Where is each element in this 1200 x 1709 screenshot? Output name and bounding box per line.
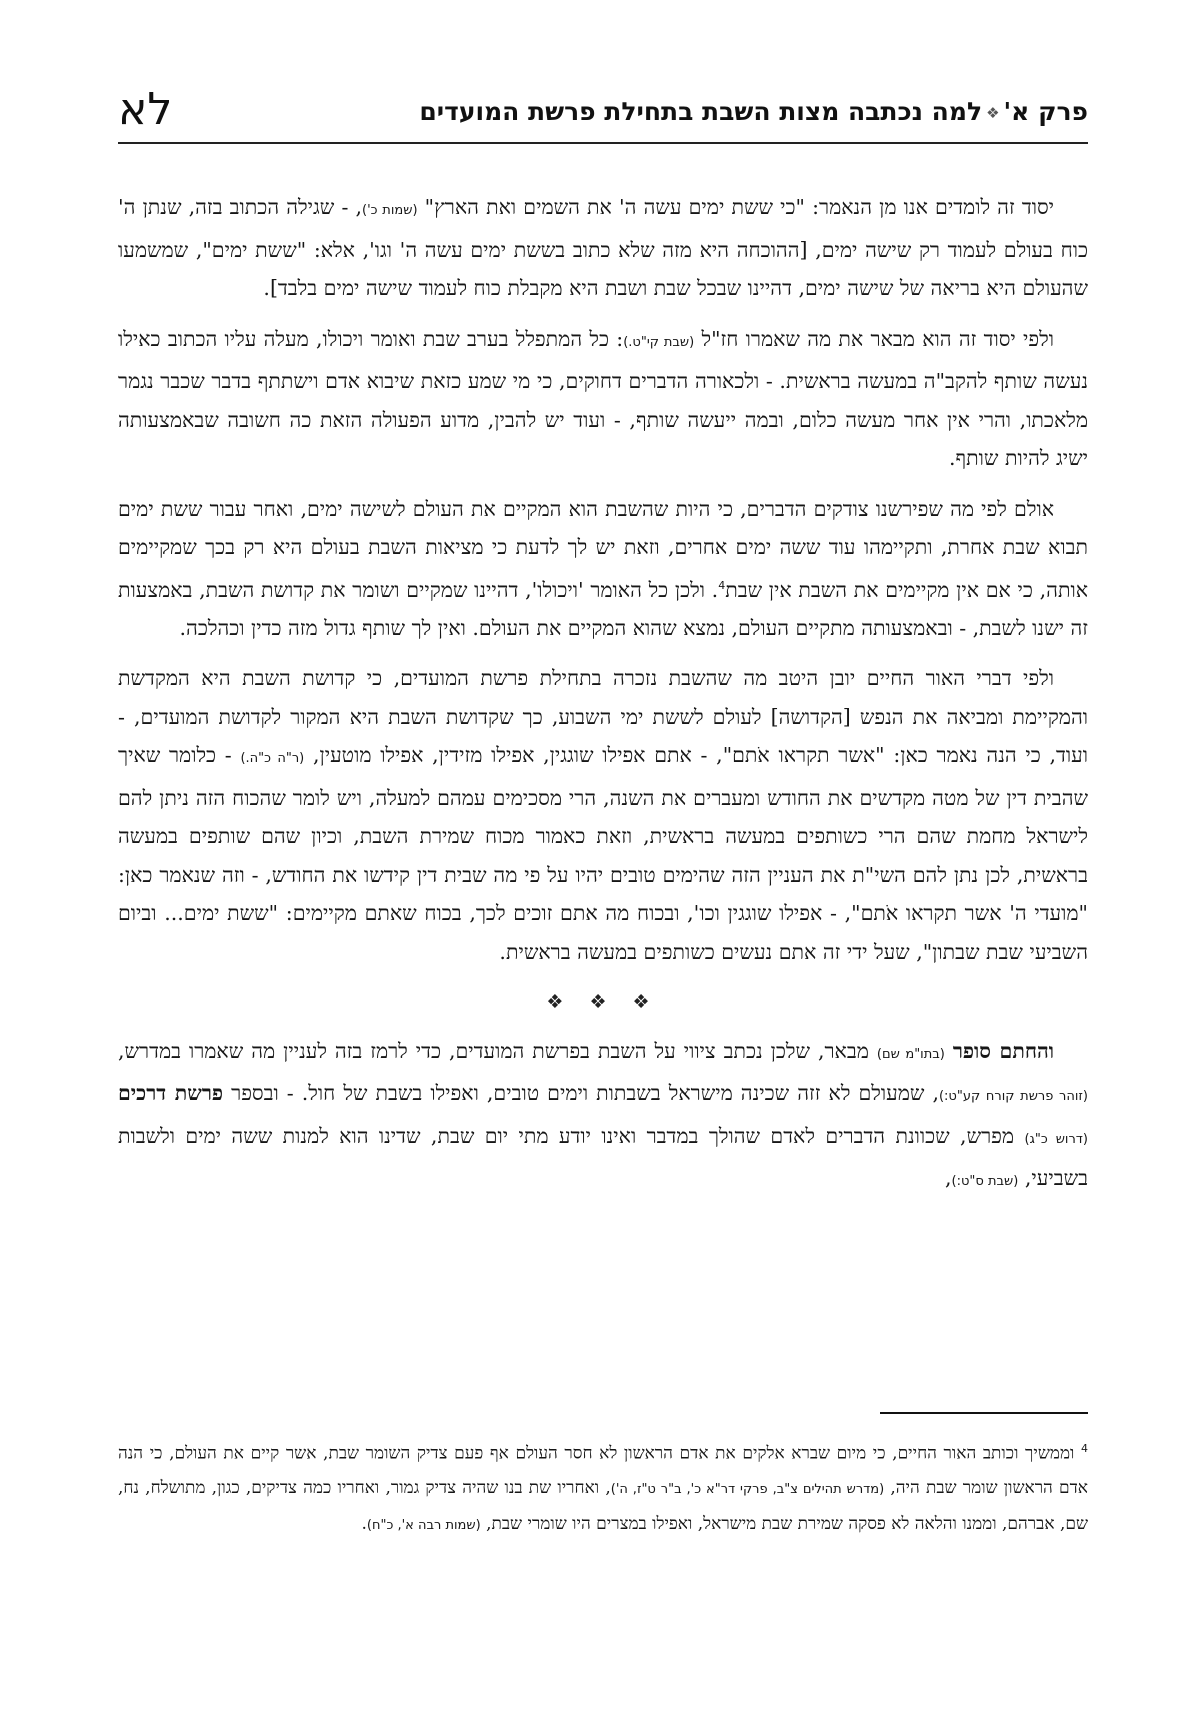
text-run: - כלומר שאיך שהבית דין של מטה מקדשים את החודש ומעברים את השנה, הרי מסכימים עמהם למעלה, ויש לומר שהכוח הזה ניתן להם לישראל מחמת שהם הרי כשותפים במעשה בראשית, וזאת כאמור מכוח שמירת השבת, וכיון שהם שותפים במעשה בראשית, לכן נתן להם השי"ת את העניין הזה שהימים טובים יהיו על פי מה שבית דין קידשו את החודש, - וזה שנאמר כאן: "מועדי ה' אשר תקראו אֹתם", - אפילו שוגגין וכו', ובכוח מה אתם זוכים לכך, בכוח שאתם מקיימים: "ששת ימים... וביום השביעי שבת שבתון", שעל ידי זה אתם נעשים כשותפים במעשה בראשית.	[118, 743, 1088, 964]
source-citation: (שבת קי"ט.)	[623, 334, 695, 350]
text-run: יסוד זה לומדים אנו מן הנאמר: "כי ששת ימים עשה ה' את השמים ואת הארץ"	[424, 195, 1054, 219]
chapter-title: למה נכתבה מצות השבת בתחילת פרשת המועדים	[419, 97, 983, 126]
diamond-icon: ❖	[986, 104, 1000, 122]
text-run: ,	[945, 1166, 952, 1191]
text-run: וממשיך וכותב האור החיים, כי מיום שברא אלקים את אדם הראשון לא חסר העולם אף פעם צדיק השומר שבת, אשר קיים את העולם, כי הנה אדם הראשון שומר שבת היה,	[118, 1443, 1089, 1498]
author-name: והחתם סופר	[952, 1038, 1054, 1063]
text-run: , ואחריו שת בנו שהיה צדיק גמור, ואחריו כמה צדיקים, כגון, מתושלח, נח, שם, אברהם, וממנו והלאה לא פסקה שמירת שבת מישראל, ואפילו במצרים היו שומרי שבת,	[118, 1477, 1088, 1534]
source-citation: (שמות כ')	[362, 203, 418, 218]
source-citation: (ר"ה כ"ה.)	[240, 751, 305, 767]
source-citation: (מדרש תהילים צ"ב, פרקי דר"א כ', ב"ר ט"ז, ה')	[610, 1481, 885, 1497]
footnote-divider	[880, 1412, 1088, 1414]
text-run: אולם לפי מה שפירשנו צודקים הדברים, כי היות שהשבת הוא המקיים את העולם לשישה ימים, ואחר עבור ששת ימים תבוא שבת אחרת, ותקיימהו עוד ששה ימים אחרים, וזאת יש לך לדעת כי מציאות השבת בעולם היא רק בכך שמקיימים אותה, כי אם אין מקיימים את השבת אין שבת	[118, 496, 1088, 602]
running-title	[419, 96, 1088, 129]
page-number: לא	[118, 84, 173, 135]
footnote-reference[interactable]: 4	[718, 578, 726, 592]
source-citation: (שמות רבה א', כ"ח)	[366, 1517, 481, 1533]
source-citation: (דרוש כ"ג)	[1024, 1131, 1088, 1147]
text-run: . ולכן כל האומר 'ויכולו', דהיינו שמקיים ושומר את קדושת השבת, באמצעות זה ישנו לשבת, - ובאמצעותה מתקיים העולם, נמצא שהוא המקיים את העולם. ואין לך שותף גדול מזה כדין וכהלכה.	[118, 577, 1088, 640]
section-separator: ❖ ❖ ❖	[546, 991, 660, 1014]
text-run: מבאר, שלכן נכתב ציווי על השבת בפרשת המועדים, כדי לרמז בזה לעניין מה שאמרו במדרש,	[118, 1038, 869, 1063]
text-run: ולפי יסוד זה הוא מבאר את מה שאמרו חז"ל	[701, 326, 1054, 351]
text-run: מפרש, שכוונת הדברים לאדם שהולך במדבר ואינו יודע מתי יום שבת, שדינו הוא למנות ששה ימים ולשבות בשביעי,	[118, 1123, 1088, 1191]
source-citation: (שבת ס"ט:)	[951, 1174, 1019, 1190]
paragraph-2	[118, 320, 1088, 478]
text-run: , - שגילה הכתוב בזה, שנתן ה' כוח בעולם לעמוד רק שישה ימים, [ההוכחה היא מזה שלא כתוב בששת ימים עשה ה' וגו', אלא: "ששת ימים", שמשמעו שהעולם היא בריאה של שישה ימים, דהיינו שבכל שבת ושבת היא מקבלת כוח לעמוד שישה ימים בלבד].	[118, 195, 1088, 300]
footnotes	[118, 1432, 1088, 1543]
paragraph-1	[118, 188, 1088, 308]
paragraph-5	[118, 1032, 1088, 1202]
source-citation: (זוהר פרשת קורח קע"ט:)	[938, 1089, 1088, 1105]
book-name: פרשת דרכים	[118, 1081, 224, 1106]
text-run: .	[361, 1513, 367, 1534]
main-text	[118, 188, 1088, 1214]
paragraph-3	[118, 490, 1088, 648]
chapter-label: פרק א'	[1003, 97, 1088, 126]
running-header	[118, 84, 1088, 144]
footnote-number: 4	[1081, 1442, 1089, 1455]
source-citation: (בתו"מ שם)	[876, 1046, 945, 1062]
paragraph-4	[118, 659, 1088, 971]
text-run: , שמעולם לא זזה שכינה מישראל בשבתות וימים טובים, ואפילו בשבת של חול. - ובספר	[231, 1081, 939, 1106]
text-run: : כל המתפלל בערב שבת ואומר ויכולו, מעלה עליו הכתוב כאילו נעשה שותף להקב"ה במעשה בראשית. - ולכאורה הדברים דחוקים, כי מי שמע כזאת שיבוא אדם וישתתף בדבר שכבר נגמר מלאכתו, והרי אין אחר מעשה כלום, ובמה ייעשה שותף, - ועוד יש להבין, מדוע הפעולה הזאת כה חשובה שבאמצעותה ישיג להיות שותף.	[118, 326, 1088, 470]
text-run: ולפי דברי האור החיים יובן היטב מה שהשבת נזכרה בתחילת פרשת המועדים, כי קדושת השבת היא המקדשת והמקיימת ומביאה את הנפש [הקדושה] לעולם לששת ימי השבוע, כך שקדושת השבת היא המקור לקדושת המועדים, - ועוד, כי הנה נאמר כאן: "אשר תקראו אֹתם", - אתם אפילו שוגגין, אפילו מזידין, אפילו מוטעין,	[118, 666, 1088, 768]
footnote-4	[118, 1432, 1088, 1543]
